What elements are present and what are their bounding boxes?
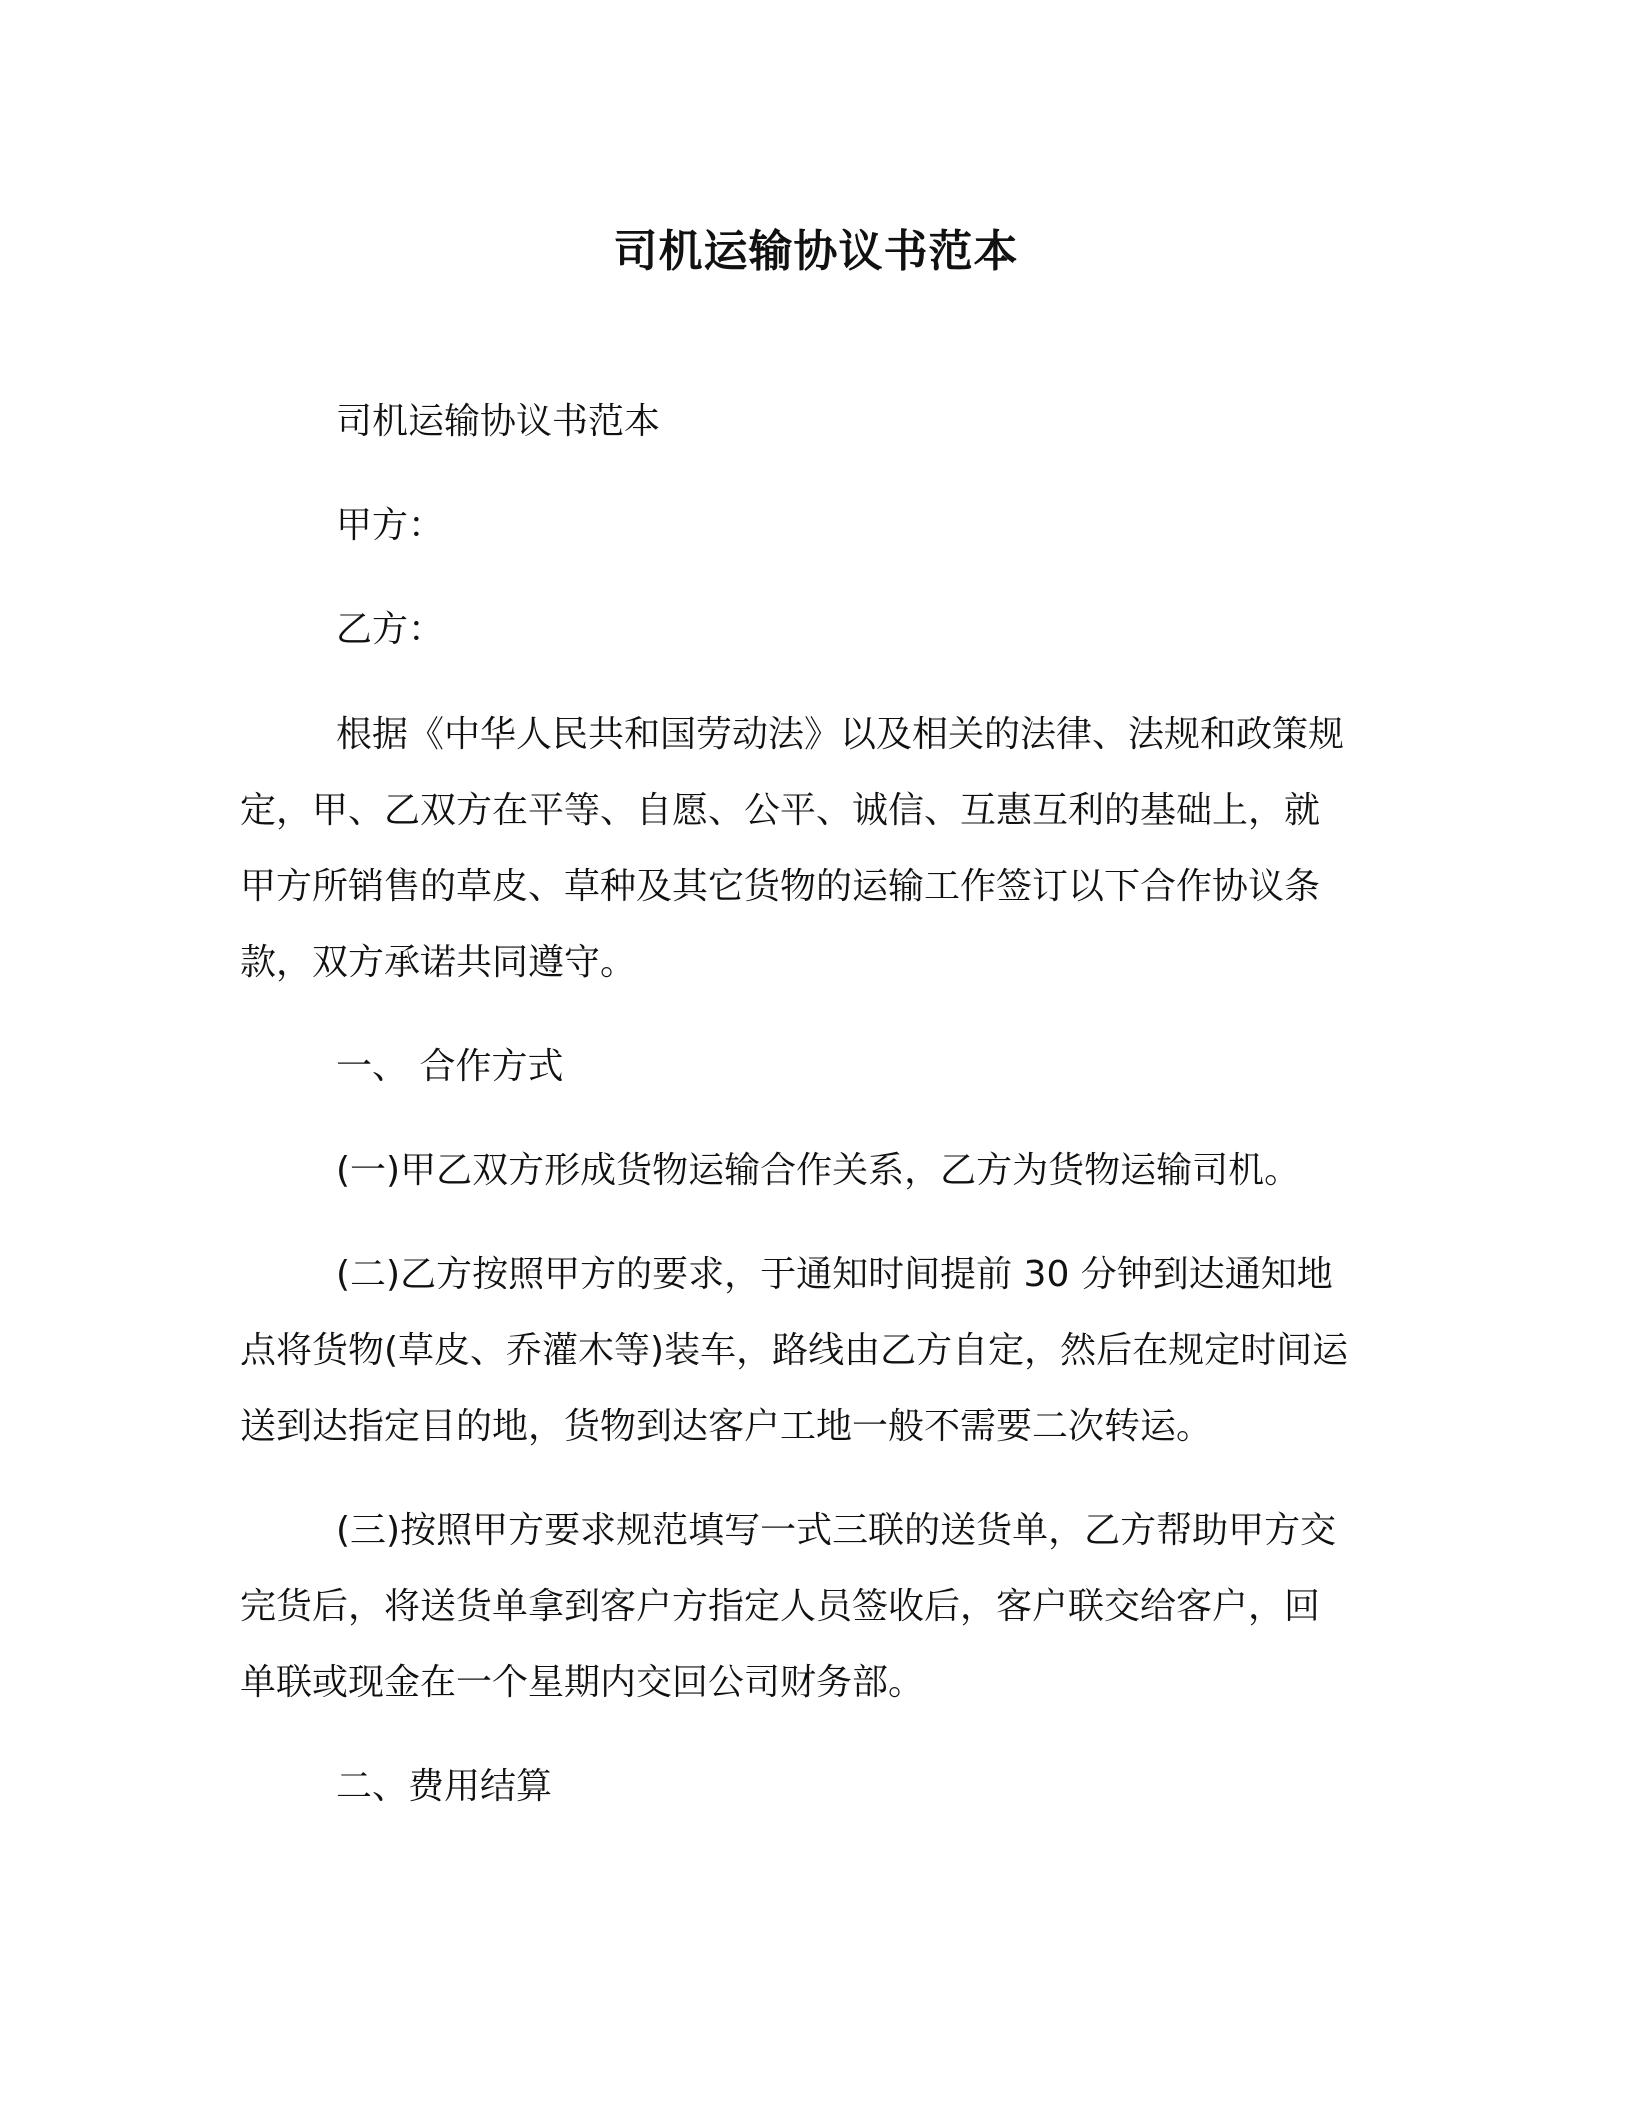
paragraph-line: 点将货物(草皮、乔灌木等)装车，路线由乙方自定，然后在规定时间运 bbox=[240, 1330, 1349, 1371]
party-b-label: 乙方： bbox=[336, 609, 445, 650]
party-a-label: 甲方： bbox=[336, 505, 445, 546]
paragraph-line: 单联或现金在一个星期内交回公司财务部。 bbox=[240, 1662, 925, 1703]
section-heading-fee-settlement: 二、费用结算 bbox=[336, 1766, 553, 1807]
document-subtitle: 司机运输协议书范本 bbox=[336, 401, 661, 442]
paragraph-line: (三)按照甲方要求规范填写一式三联的送货单，乙方帮助甲方交 bbox=[336, 1510, 1337, 1551]
paragraph-line: 甲方所销售的草皮、草种及其它货物的运输工作签订以下合作协议条 bbox=[240, 866, 1321, 907]
section-heading-cooperation: 一、 合作方式 bbox=[336, 1046, 564, 1087]
paragraph-line: 根据《中华人民共和国劳动法》以及相关的法律、法规和政策规 bbox=[336, 714, 1345, 755]
paragraph-line: 定，甲、乙双方在平等、自愿、公平、诚信、互惠互利的基础上，就 bbox=[240, 790, 1321, 831]
paragraph-line: 送到达指定目的地，货物到达客户工地一般不需要二次转运。 bbox=[240, 1406, 1213, 1447]
paragraph-line: (一)甲乙双方形成货物运输合作关系，乙方为货物运输司机。 bbox=[336, 1150, 1301, 1191]
document-title: 司机运输协议书范本 bbox=[613, 226, 1019, 277]
paragraph-line: 完货后，将送货单拿到客户方指定人员签收后，客户联交给客户，回 bbox=[240, 1586, 1321, 1627]
paragraph-line: (二)乙方按照甲方的要求，于通知时间提前 30 分钟到达通知地 bbox=[336, 1254, 1333, 1295]
paragraph-line: 款，双方承诺共同遵守。 bbox=[240, 942, 637, 983]
